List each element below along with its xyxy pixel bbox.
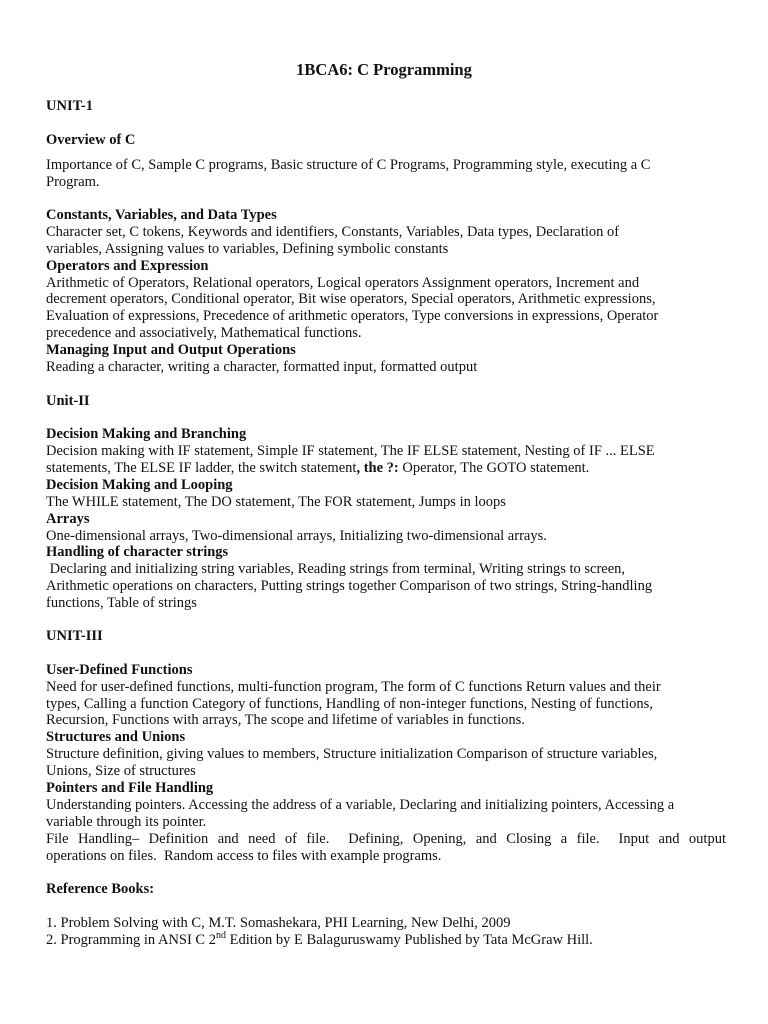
text-span: statements, The ELSE IF ladder, the switch statement [46,460,357,476]
references-heading: Reference Books: [46,881,155,897]
section-text: Reading a character, writing a character, formatted input, formatted output [46,359,478,375]
section-text: File Handling– Definition and need of file. Defining, Opening, and Closing a file. Input and output [46,831,726,847]
section-title-strings: Handling of character strings [46,544,229,560]
section-text: variables, Assigning values to variables, Defining symbolic constants [46,241,449,257]
text-span: 2. Programming in ANSI C 2 [46,932,216,948]
ternary-operator: ?: [386,460,399,476]
section-text: Arithmetic of Operators, Relational operators, Logical operators Assignment operators, Increment and [46,275,640,291]
section-text: Need for user-defined functions, multi-function program, The form of C functions Return values and their [46,679,661,695]
section-text: Arithmetic operations on characters, Putting strings together Comparison of two strings, String-handling [46,578,653,594]
section-text: Structure definition, giving values to members, Structure initialization Comparison of structure variables, [46,746,658,762]
section-title-functions: User-Defined Functions [46,662,193,678]
section-text: variable through its pointer. [46,814,207,830]
superscript: nd [215,930,226,942]
section-text: Decision making with IF statement, Simple IF statement, The IF ELSE statement, Nesting of IF ... ELSE [46,443,655,459]
section-text: The WHILE statement, The DO statement, The FOR statement, Jumps in loops [46,494,506,510]
section-title-arrays: Arrays [46,511,90,527]
section-text: Character set, C tokens, Keywords and identifiers, Constants, Variables, Data types, Declaration of [46,224,620,240]
unit2-heading: Unit-II [46,393,90,409]
text-span: Edition by E Balaguruswamy Published by Tata McGraw Hill. [225,932,593,948]
section-text: Recursion, Functions with arrays, The scope and lifetime of variables in functions. [46,712,525,728]
reference-item [46,932,726,949]
text-span: Operator, The GOTO statement. [398,460,590,476]
reference-item: 1. Problem Solving with C, M.T. Somashekara, PHI Learning, New Delhi, 2009 [46,915,511,931]
section-title-branching: Decision Making and Branching [46,426,247,442]
text-span: , the [356,460,387,476]
section-title-io: Managing Input and Output Operations [46,342,296,358]
section-title-structures: Structures and Unions [46,729,186,745]
section-title-operators: Operators and Expression [46,258,209,274]
section-text: Understanding pointers. Accessing the address of a variable, Declaring and initializing pointers, Accessing a [46,797,675,813]
section-title-looping: Decision Making and Looping [46,477,233,493]
section-text: decrement operators, Conditional operator, Bit wise operators, Special operators, Arithmetic expressions, [46,291,656,307]
section-text: functions, Table of strings [46,595,197,611]
section-title-constants: Constants, Variables, and Data Types [46,207,277,223]
unit1-heading: UNIT-1 [46,98,94,114]
section-text: Importance of C, Sample C programs, Basic structure of C Programs, Programming style, executing a C [46,157,651,173]
section-title-overview: Overview of C [46,132,136,148]
section-text [46,460,726,477]
section-text: operations on files. Random access to files with example programs. [46,848,442,864]
section-text: Unions, Size of structures [46,763,196,779]
unit3-heading: UNIT-III [46,628,103,644]
section-text: Evaluation of expressions, Precedence of arithmetic operators, Type conversions in expressions, Operator [46,308,659,324]
section-text: types, Calling a function Category of functions, Handling of non-integer functions, Nesting of functions, [46,696,653,712]
section-text: One-dimensional arrays, Two-dimensional arrays, Initializing two-dimensional arrays. [46,528,547,544]
section-text: Declaring and initializing string variables, Reading strings from terminal, Writing strings to screen, [46,561,626,577]
document-title: 1BCA6: C Programming [296,60,472,79]
section-title-pointers: Pointers and File Handling [46,780,214,796]
section-text: precedence and associatively, Mathematical functions. [46,325,362,341]
section-text: Program. [46,174,100,190]
